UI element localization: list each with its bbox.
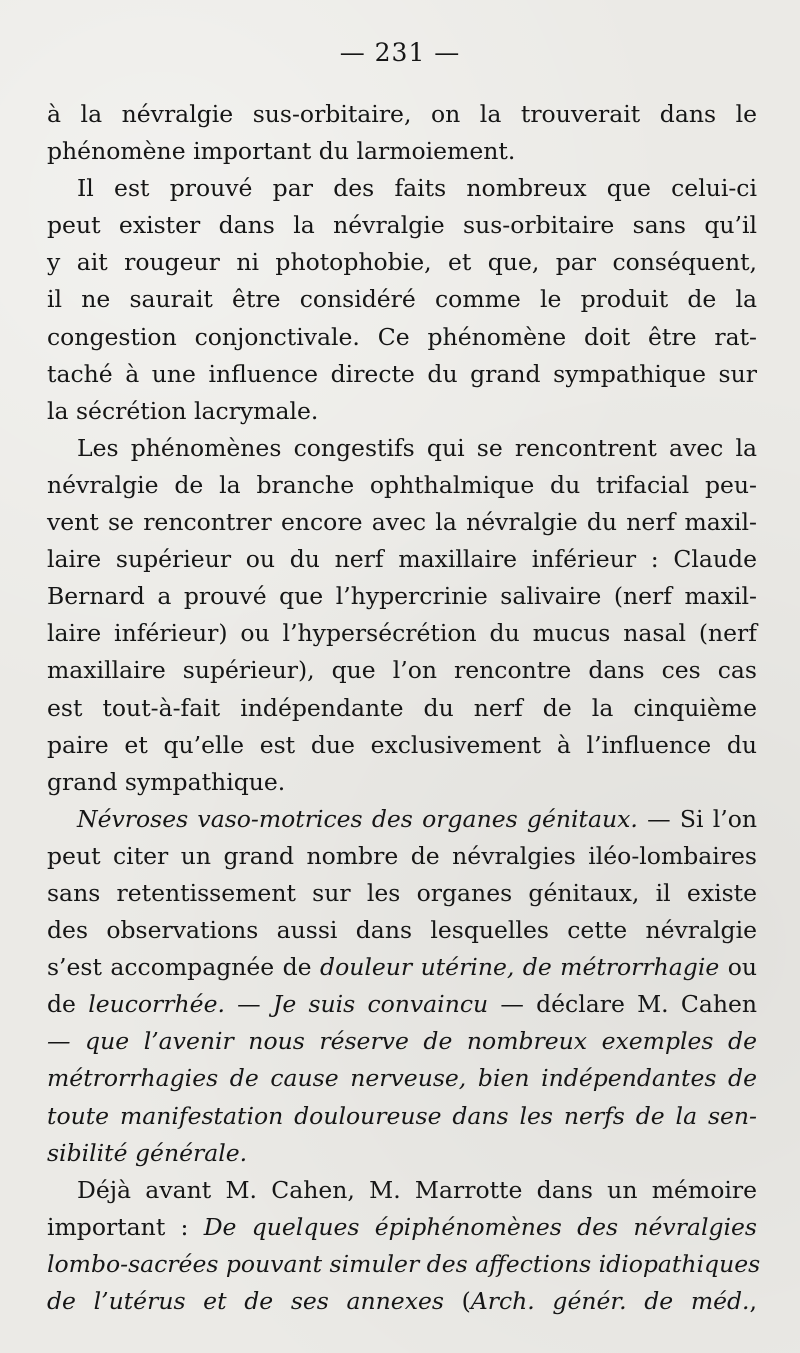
- italic-fragment: De quelques épiphénomènes des névralgies: [203, 1212, 757, 1241]
- text-line: peut exister dans la névralgie sus-orbitaire sans qu’il: [47, 211, 757, 240]
- page-number: — 231 —: [339, 38, 461, 67]
- quote-line: toute manifestation douloureuse dans les nerfs de la sen-: [47, 1101, 757, 1130]
- text-line: peut citer un grand nombre de névralgies iléo-lombaires: [47, 841, 757, 870]
- page-body: [47, 96, 761, 1320]
- text-line: il ne saurait être considéré comme le produit de la: [47, 285, 757, 314]
- text-fragment: — Si l’on: [637, 804, 758, 833]
- text-line: est tout-à-fait indépendante du nerf de la cinquième: [47, 693, 757, 722]
- text-line: [47, 986, 757, 1023]
- text-line: [47, 1209, 757, 1246]
- text-line: vent se rencontrer encore avec la névralgie du nerf maxil-: [47, 508, 757, 537]
- text-line: Les phénomènes congestifs qui se rencontrent avec la: [77, 433, 757, 462]
- italic-fragment: douleur utérine, de métrorrhagie: [320, 953, 720, 982]
- italic-fragment: leucorrhée.: [88, 990, 225, 1019]
- text-line: taché à une influence directe du grand sympathique sur: [47, 359, 757, 388]
- text-line: la sécrétion lacrymale.: [47, 396, 319, 425]
- text-line: [47, 949, 757, 986]
- text-fragment: —: [224, 990, 273, 1019]
- text-line: névralgie de la branche ophthalmique du trifacial peu-: [47, 470, 757, 499]
- italic-fragment: de l’utérus et de ses annexes: [47, 1287, 444, 1315]
- text-fragment: (: [443, 1287, 471, 1315]
- text-line: maxillaire supérieur), que l’on rencontre dans ces cas: [47, 656, 757, 685]
- text-line: à la névralgie sus-orbitaire, on la trouverait dans le: [47, 100, 757, 128]
- italic-fragment: Arch. génér. de méd.: [470, 1287, 750, 1315]
- text-line: lombo-sacrées pouvant simuler des affections idiopathiques: [47, 1249, 761, 1278]
- text-fragment: — déclare M. Cahen: [488, 990, 758, 1019]
- text-line: Bernard a prouvé que l’hypercrinie salivaire (nerf maxil-: [47, 582, 757, 611]
- text-fragment: ,: [749, 1287, 758, 1315]
- text-fragment: important :: [47, 1212, 204, 1241]
- text-line: laire inférieur) ou l’hypersécrétion du mucus nasal (nerf: [47, 619, 757, 648]
- quote-line: métrorrhagies de cause nerveuse, bien indépendantes de: [47, 1064, 757, 1093]
- text-line: grand sympathique.: [47, 767, 286, 796]
- text-line: des observations aussi dans lesquelles cette névralgie: [47, 916, 757, 945]
- text-fragment: de: [47, 990, 89, 1019]
- section-heading-line: [47, 801, 757, 838]
- text-line: sans retentissement sur les organes génitaux, il existe: [47, 878, 757, 907]
- section-heading: Névroses vaso-motrices des organes génitaux.: [77, 804, 638, 833]
- text-line: paire et qu’elle est due exclusivement à l’influence du: [47, 730, 757, 759]
- text-line: laire supérieur ou du nerf maxillaire inférieur : Claude: [47, 545, 757, 574]
- text-line: Il est prouvé par des faits nombreux que celui-ci: [77, 174, 757, 203]
- text-line: [47, 1283, 757, 1320]
- italic-fragment: Je suis convaincu: [272, 990, 489, 1019]
- quote-line: — que l’avenir nous réserve de nombreux exemples de: [47, 1027, 757, 1056]
- text-fragment: s’est accompagnée de: [47, 953, 321, 982]
- quote-line: sibilité générale.: [47, 1138, 248, 1167]
- text-fragment: ou: [719, 953, 757, 982]
- text-line: phénomène important du larmoiement.: [47, 137, 516, 166]
- text-line: y ait rougeur ni photophobie, et que, par conséquent,: [47, 248, 757, 277]
- text-line: Déjà avant M. Cahen, M. Marrotte dans un mémoire: [77, 1175, 757, 1204]
- text-line: congestion conjonctivale. Ce phénomène doit être rat-: [47, 322, 757, 351]
